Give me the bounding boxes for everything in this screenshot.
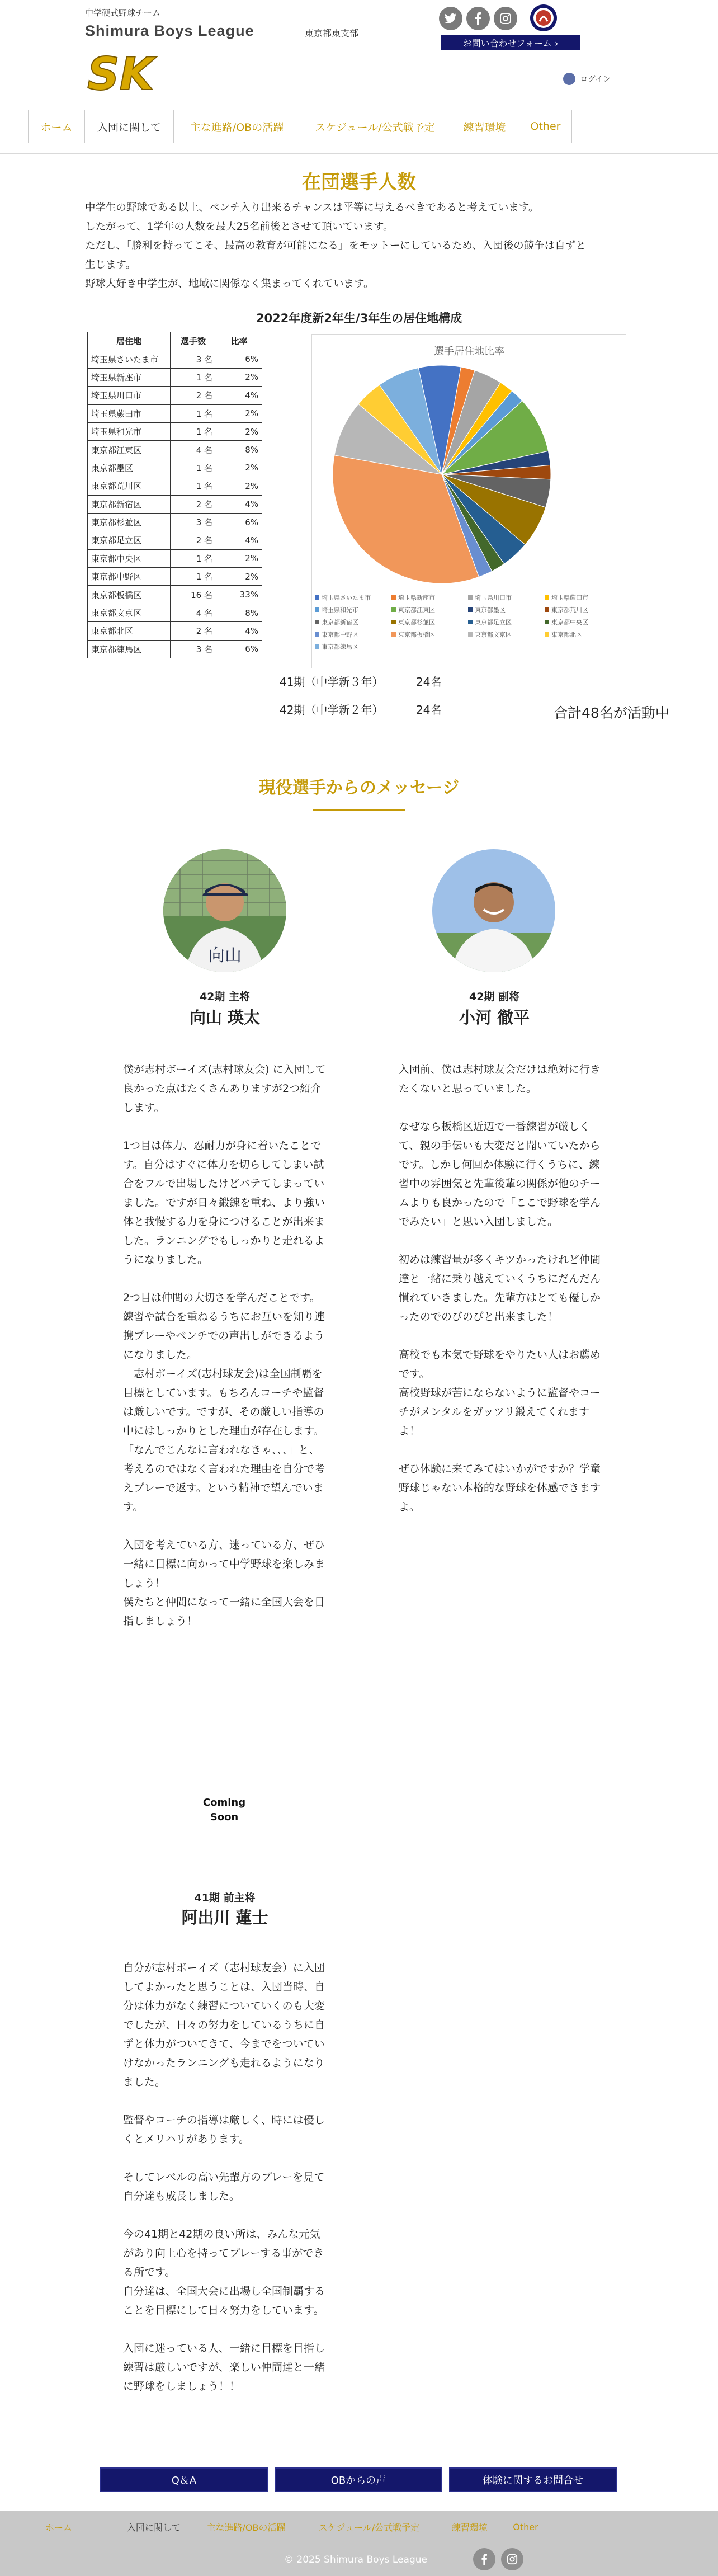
table-cell-area: 東京都杉並区 — [88, 513, 171, 531]
table-cell-ratio: 2% — [216, 368, 262, 386]
table-cell-ratio: 2% — [216, 459, 262, 477]
legend-swatch — [468, 632, 473, 637]
table-cell-area: 東京都文京区 — [88, 604, 171, 621]
legend-label: 東京都荒川区 — [551, 606, 588, 614]
footer-nav-home[interactable]: ホーム — [45, 2522, 72, 2533]
footer-facebook-icon[interactable] — [473, 2548, 495, 2570]
login-label: ログイン — [580, 75, 611, 84]
legend-label: 東京都中野区 — [322, 631, 358, 638]
footer-nav-practice[interactable]: 練習環境 — [451, 2522, 488, 2533]
legend-label: 埼玉県川口市 — [475, 594, 512, 601]
legend-label: 東京都中央区 — [551, 619, 588, 626]
site-branch: 東京都東支部 — [305, 28, 359, 39]
table-cell-area: 埼玉県和光市 — [88, 422, 171, 440]
table-cell-ratio: 2% — [216, 477, 262, 495]
coming-soon-placeholder: Coming Soon — [202, 1797, 246, 1823]
twitter-icon[interactable] — [439, 7, 462, 30]
nav-item-schedule[interactable]: スケジュール/公式戦予定 — [300, 110, 450, 143]
section-divider — [313, 809, 405, 811]
player-photo-ogawa — [432, 849, 555, 972]
period-count-42: 24名 — [416, 703, 442, 717]
footer-nav-other[interactable]: Other — [513, 2521, 538, 2532]
table-cell-count: 3 名 — [171, 640, 216, 658]
legend-swatch — [391, 595, 396, 600]
ob-voice-button[interactable]: OBからの声 — [275, 2467, 442, 2492]
facebook-icon[interactable] — [466, 7, 490, 30]
table-cell-count: 4 名 — [171, 441, 216, 459]
table-cell-area: 東京都墨区 — [88, 459, 171, 477]
player-message: 自分が志村ボーイズ（志村球友会）に入団してよかったと思うことは、入団当時、自分は体力がなく練習についていくのも大変でしたが、日々の努力をしているうちに自ずと体力がついてきて、今までをついていけなかったランニングも走れるようになりました。 監督やコーチの指導は厳しく、時には優しくとメリハリがあります。 そしてレベルの高い先輩方のプレーを見て自分達も成長しました。 今の41期と42期の良い所は、みんな元気があり向上心を持ってプレーする事ができる所です。 自分達は、全国大会に出場し全国制覇することを目標にして日々努力をしています。 入団に迷っている人、一緒に目標を目指し練習は厳しいですが、楽しい仲間達と一緒に野球をしましょう！！ — [123, 1962, 325, 2393]
table-cell-ratio: 2% — [216, 422, 262, 440]
legend-swatch — [315, 620, 319, 624]
legend-swatch — [391, 632, 396, 637]
table-row — [88, 531, 262, 549]
legend-item — [545, 593, 621, 602]
nav-item-other[interactable]: Other — [519, 110, 572, 143]
legend-swatch — [468, 595, 473, 600]
section-title-members: 在団選手人数 — [302, 171, 416, 194]
legend-swatch — [468, 620, 473, 624]
nav-divider — [0, 153, 718, 154]
legend-label: 東京都板橋区 — [398, 631, 435, 638]
table-cell-count: 1 名 — [171, 568, 216, 586]
site-subtitle: 中学硬式野球チーム — [85, 8, 161, 18]
table-cell-count: 3 名 — [171, 513, 216, 531]
legend-item — [315, 630, 391, 639]
legend-label: 東京都新宿区 — [322, 619, 358, 626]
legend-item — [468, 618, 545, 627]
table-row — [88, 477, 262, 495]
table-row — [88, 604, 262, 621]
table-cell-area: 東京都江東区 — [88, 441, 171, 459]
table-header: 居住地 — [88, 332, 171, 350]
legend-item — [391, 618, 468, 627]
table-row — [88, 368, 262, 386]
user-avatar-icon — [563, 73, 575, 85]
legend-item — [315, 605, 391, 614]
legend-swatch — [545, 607, 549, 612]
legend-label: 埼玉県さいたま市 — [322, 594, 371, 601]
table-cell-area: 埼玉県新座市 — [88, 368, 171, 386]
nav-item-practice[interactable]: 練習環境 — [450, 110, 519, 143]
total-members: 合計48名が活動中 — [554, 705, 669, 721]
table-row — [88, 640, 262, 658]
legend-item — [315, 618, 391, 627]
residence-chart-title: 2022年度新2年生/3年生の居住地構成 — [256, 312, 462, 325]
legend-item — [545, 630, 621, 639]
footer-nav-join[interactable]: 入団に関して — [126, 2522, 181, 2533]
section-title-messages: 現役選手からのメッセージ — [258, 778, 460, 798]
player-role: 42期 主将 — [199, 991, 251, 1003]
table-cell-area: 東京都北区 — [88, 622, 171, 640]
legend-label: 東京都墨区 — [475, 606, 506, 614]
legend-swatch — [315, 607, 319, 612]
contact-form-button[interactable]: お問い合わせフォーム › — [441, 35, 580, 50]
table-cell-count: 2 名 — [171, 387, 216, 404]
table-cell-area: 埼玉県蕨田市 — [88, 404, 171, 422]
main-nav — [0, 110, 718, 143]
table-cell-ratio: 4% — [216, 622, 262, 640]
table-row — [88, 586, 262, 604]
legend-label: 東京都練馬区 — [322, 643, 358, 651]
pie-chart-legend — [315, 593, 623, 651]
legend-swatch — [468, 607, 473, 612]
table-cell-area: 東京都荒川区 — [88, 477, 171, 495]
emblem-icon[interactable] — [530, 4, 557, 31]
legend-item — [468, 593, 545, 602]
table-cell-area: 東京都新宿区 — [88, 495, 171, 513]
pie-chart-title: 選手居住地比率 — [434, 346, 504, 357]
intro-line: したがって、1学年の人数を最大25名前後とさせて頂いています。 — [85, 221, 394, 233]
player-message: 僕が志村ボーイズ(志村球友会) に入団して良かった点はたくさんありますが2つ紹介します。 1つ目は体力、忍耐力が身に着いたことです。自分はすぐに体力を切らしてしまい試合をフルで出場したけどバテてしまっていました。ですが日々鍛錬を重ね、より強い体と我慢する力を身につけることが出来ました。ランニングでもしっかりと走れるようになりました。 2つ目は仲間の大切さを学んだことです。練習や試合を重ねるうちにお互いを知り連携プレーやベンチでの声出しができるようになりました。 志村ボーイズ(志村球友会)は全国制覇を目標としています。もちろんコーチや監督は厳しいです。ですが、その厳しい指導の中にはしっかりとした理由が存在します。「なんでこんなに言われなきゃ、、、」と、考えるのではなく言われた理由を自分で考えプレーで返す。という精神で望んでいます。 入団を考えている方、迷っている方、ぜひ一緒に目標に向かって中学野球を楽しみましょう！ 僕たちと仲間になって一緒に全国大会を目指しましょう！ — [123, 1063, 326, 1627]
table-cell-ratio: 6% — [216, 513, 262, 531]
legend-label: 東京都足立区 — [475, 619, 512, 626]
table-row — [88, 495, 262, 513]
team-logo[interactable] — [85, 49, 162, 95]
legend-item — [315, 593, 391, 602]
legend-label: 埼玉県蕨田市 — [551, 594, 588, 601]
logo-text: SK — [87, 49, 154, 95]
player-message: 入団前、僕は志村球友会だけは絶対に行きたくないと思っていました。 なぜなら板橋区近辺で一番練習が厳しくて、親の手伝いも大変だと聞いていたからです。しかし何回か体験に行くうちに、練習中の雰囲気と先輩後輩の関係が他のチームよりも良かったので「ここで野球を学んでみたい」と思い入団しました。 初めは練習量が多くキツかったけれど仲間達と一緒に乗り越えていくうちにだんだん慣れていきました。先輩方はとても優しかったのでのびのびと出来ました！ 高校でも本気で野球をやりたい人はお薦めです。 高校野球が苦にならないように監督やコーチがメンタルをガッツリ鍛えてくれますよ！ ぜひ体験に来てみてはいかがですか？学童野球じゃない本格的な野球を体感できますよ。 — [399, 1063, 601, 1513]
intro-line: 野球大好き中学生が、地域に関係なく集まってくれています。 — [85, 278, 374, 290]
table-header: 比率 — [216, 332, 262, 350]
legend-swatch — [545, 595, 549, 600]
legend-swatch — [315, 632, 319, 637]
table-cell-count: 2 名 — [171, 622, 216, 640]
table-row — [88, 350, 262, 368]
legend-swatch — [315, 595, 319, 600]
player-name: 阿出川 蓮士 — [181, 1908, 268, 1927]
intro-line: 生じます。 — [85, 259, 136, 271]
legend-swatch — [391, 607, 396, 612]
legend-item — [468, 605, 545, 614]
instagram-icon[interactable] — [494, 7, 517, 30]
table-row — [88, 422, 262, 440]
period-count-41: 24名 — [416, 675, 442, 689]
table-cell-ratio: 8% — [216, 441, 262, 459]
table-header: 選手数 — [171, 332, 216, 350]
table-header-row — [88, 332, 262, 350]
svg-text:向山: 向山 — [208, 946, 242, 966]
copyright: © 2025 Shimura Boys League — [284, 2554, 427, 2565]
table-row — [88, 441, 262, 459]
table-cell-count: 1 名 — [171, 477, 216, 495]
table-cell-count: 2 名 — [171, 531, 216, 549]
legend-item — [468, 630, 545, 639]
table-cell-area: 埼玉県川口市 — [88, 387, 171, 404]
legend-swatch — [315, 644, 319, 649]
player-role: 42期 副将 — [469, 991, 520, 1003]
footer-instagram-icon[interactable] — [501, 2548, 523, 2570]
legend-item — [315, 642, 391, 651]
legend-label: 東京都江東区 — [398, 606, 435, 614]
table-cell-area: 東京都練馬区 — [88, 640, 171, 658]
table-cell-ratio: 2% — [216, 404, 262, 422]
table-cell-ratio: 8% — [216, 604, 262, 621]
legend-label: 東京都北区 — [551, 631, 582, 638]
nav-item-join[interactable]: 入団に関して — [85, 110, 174, 143]
table-cell-ratio: 2% — [216, 568, 262, 586]
legend-label: 東京都杉並区 — [398, 619, 435, 626]
table-row — [88, 404, 262, 422]
table-cell-area: 東京都中野区 — [88, 568, 171, 586]
table-cell-count: 2 名 — [171, 495, 216, 513]
nav-spacer — [0, 110, 28, 143]
trial-inquiry-button[interactable]: 体験に関するお問合せ — [449, 2467, 617, 2492]
legend-label: 東京都文京区 — [475, 631, 512, 638]
table-row — [88, 387, 262, 404]
table-cell-count: 1 名 — [171, 422, 216, 440]
nav-item-career[interactable]: 主な進路/OBの活躍 — [174, 110, 300, 143]
table-cell-count: 1 名 — [171, 368, 216, 386]
intro-line: 中学生の野球である以上、ベンチ入り出来るチャンスは平等に与えるべきであると考えています。 — [85, 202, 539, 214]
table-cell-ratio: 2% — [216, 549, 262, 567]
legend-item — [391, 630, 468, 639]
table-cell-count: 3 名 — [171, 350, 216, 368]
period-label-41: 41期（中学新３年） — [280, 675, 384, 689]
table-cell-count: 1 名 — [171, 404, 216, 422]
table-cell-count: 1 名 — [171, 459, 216, 477]
footer-nav — [0, 2516, 718, 2538]
table-cell-area: 東京都板橋区 — [88, 586, 171, 604]
login-link[interactable] — [563, 73, 611, 85]
intro-line: ただし、「勝利を持ってこそ、最高の教育が可能になる」をモットーにしているため、入団後の競争は自ずと — [85, 240, 586, 252]
table-cell-count: 16 名 — [171, 586, 216, 604]
legend-label: 埼玉県和光市 — [322, 606, 358, 614]
legend-item — [391, 605, 468, 614]
table-cell-count: 4 名 — [171, 604, 216, 621]
table-row — [88, 459, 262, 477]
table-cell-area: 東京都足立区 — [88, 531, 171, 549]
table-row — [88, 549, 262, 567]
table-row — [88, 513, 262, 531]
table-row — [88, 568, 262, 586]
player-name: 小河 徹平 — [459, 1008, 530, 1027]
period-label-42: 42期（中学新２年） — [280, 703, 384, 717]
table-cell-area: 東京都中央区 — [88, 549, 171, 567]
table-cell-count: 1 名 — [171, 549, 216, 567]
legend-label: 埼玉県新座市 — [398, 594, 435, 601]
table-cell-area: 埼玉県さいたま市 — [88, 350, 171, 368]
table-cell-ratio: 6% — [216, 350, 262, 368]
legend-swatch — [545, 620, 549, 624]
player-photo-mukaiyama — [163, 849, 286, 972]
site-title[interactable]: Shimura Boys League — [85, 22, 254, 39]
table-cell-ratio: 6% — [216, 640, 262, 658]
table-cell-ratio: 4% — [216, 387, 262, 404]
table-cell-ratio: 33% — [216, 586, 262, 604]
table-cell-ratio: 4% — [216, 531, 262, 549]
player-role: 41期 前主将 — [194, 1892, 256, 1904]
nav-item-home[interactable]: ホーム — [28, 110, 85, 143]
player-name: 向山 瑛太 — [189, 1008, 261, 1027]
intro-text — [85, 199, 633, 294]
legend-item — [545, 605, 621, 614]
footer-nav-schedule[interactable]: スケジュール/公式戦予定 — [318, 2522, 420, 2533]
table-cell-ratio: 4% — [216, 495, 262, 513]
legend-item — [545, 618, 621, 627]
table-row — [88, 622, 262, 640]
legend-item — [391, 593, 468, 602]
legend-swatch — [391, 620, 396, 624]
qa-button[interactable]: Q＆A — [100, 2467, 268, 2492]
residence-table — [87, 332, 262, 658]
footer-nav-career[interactable]: 主な進路/OBの活躍 — [206, 2522, 286, 2533]
legend-swatch — [545, 632, 549, 637]
